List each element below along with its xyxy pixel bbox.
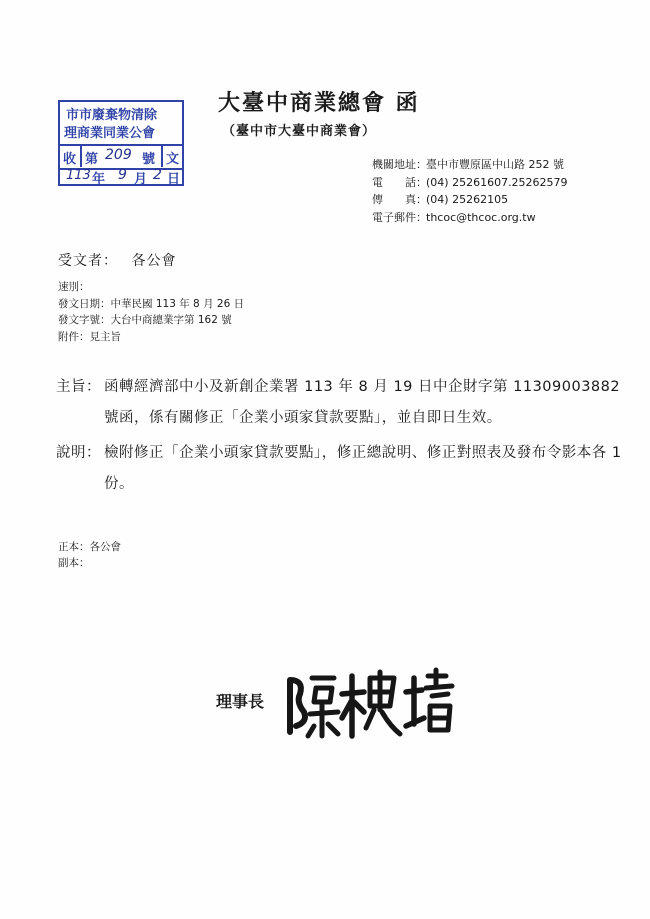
contact-email: 電子郵件：thcoc@thcoc.org.tw <box>372 210 536 224</box>
stamp-wen: 文 <box>166 152 180 167</box>
organization-title: 大臺中商業總會 函 <box>218 91 420 116</box>
explanation-text: 檢附修正「企業小頭家貸款要點」，修正總說明、修正對照表及發布令影本各 1 份。 <box>104 445 622 492</box>
stamp-receive: 收 <box>63 152 77 167</box>
stamp-divider <box>80 145 82 167</box>
contact-fax: 傳 真：(04) 25262105 <box>372 193 509 206</box>
meta-reference: 發文字號：大台中商總業字第 162 號 <box>58 314 232 326</box>
organization-subtitle: （臺中市大臺中商業會） <box>222 124 377 139</box>
subject-text: 函轉經濟部中小及新創企業署 113 年 8 月 19 日中企財字第 11309003882 號函，係有關修正「企業小頭家貸款要點」，並自即日生效。 <box>104 379 621 426</box>
document-body <box>56 372 624 500</box>
stamp-number: 209 <box>105 147 132 163</box>
carbon-copy: 副本： <box>58 557 90 569</box>
stamp-month-label: 月 <box>134 172 148 187</box>
contact-phone: 電 話：(04) 25261607.25262579 <box>372 175 568 189</box>
recipient <box>58 250 176 270</box>
explanation-label: 說明： <box>56 445 101 461</box>
stamp-number-prefix: 第 <box>85 152 99 167</box>
receipt-stamp <box>58 100 184 186</box>
stamp-day: 2 <box>153 167 162 183</box>
meta-speed: 速別： <box>58 281 90 293</box>
stamp-year: 113 <box>66 168 91 183</box>
dispatch-meta <box>58 279 244 345</box>
stamp-month: 9 <box>118 167 127 183</box>
stamp-number-suffix: 號 <box>142 152 156 167</box>
explanation-section <box>56 438 624 500</box>
stamp-day-label: 日 <box>167 172 181 187</box>
subject-label: 主旨： <box>56 379 101 395</box>
recipient-label: 受文者： <box>58 253 118 269</box>
stamp-year-label: 年 <box>92 172 106 187</box>
meta-attachment: 附件：見主旨 <box>58 330 121 343</box>
signature-title: 理事長 <box>216 692 265 711</box>
stamp-line-1: 市市廢棄物清除 <box>66 108 158 123</box>
contact-address: 機關地址：臺中市豐原區中山路 252 號 <box>372 158 564 171</box>
handwritten-signature-icon <box>282 666 458 744</box>
meta-date: 發文日期：中華民國 113 年 8 月 26 日 <box>58 297 245 310</box>
subject-section <box>56 372 624 434</box>
contact-info <box>372 156 568 226</box>
copies <box>58 539 121 571</box>
original-copy: 正本：各公會 <box>58 541 121 553</box>
stamp-line-2: 理商業同業公會 <box>64 126 156 141</box>
recipient-value: 各公會 <box>131 253 177 269</box>
stamp-divider <box>161 145 163 167</box>
